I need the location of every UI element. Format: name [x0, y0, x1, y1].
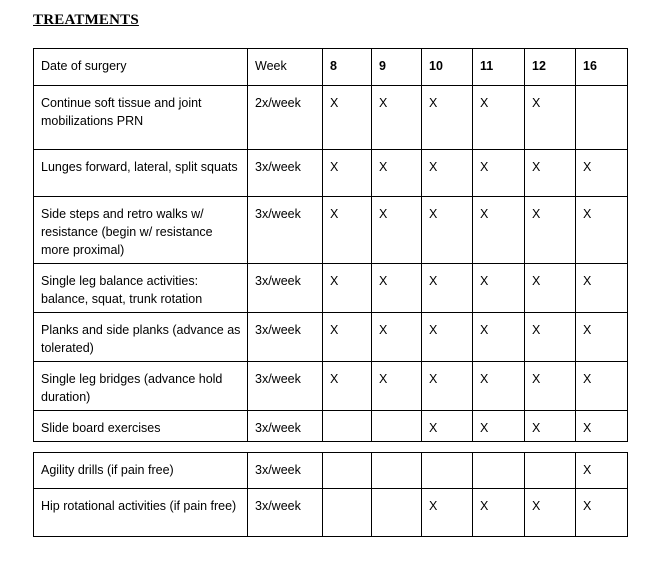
week-mark-cell: X [576, 362, 628, 411]
table-row [34, 150, 628, 197]
frequency-cell: 3x/week [248, 313, 323, 362]
week-mark-cell [473, 453, 525, 489]
week-mark-cell: X [372, 86, 422, 150]
week-mark-cell [422, 453, 473, 489]
week-mark-cell: X [525, 197, 576, 264]
week-mark-cell [576, 86, 628, 150]
activity-cell: Single leg balance activities: balance, squat, trunk rotation [34, 264, 248, 313]
header-frequency: Week [248, 49, 323, 86]
activity-cell: Agility drills (if pain free) [34, 453, 248, 489]
frequency-cell: 3x/week [248, 362, 323, 411]
week-mark-cell: X [525, 264, 576, 313]
week-header: 10 [422, 49, 473, 86]
treatments-table [33, 48, 628, 442]
activity-cell: Planks and side planks (advance as tolerated) [34, 313, 248, 362]
table-row [34, 264, 628, 313]
frequency-cell: 3x/week [248, 453, 323, 489]
table-row [34, 313, 628, 362]
week-mark-cell: X [576, 489, 628, 537]
additional-treatments-table [33, 452, 628, 537]
week-mark-cell: X [473, 197, 525, 264]
week-mark-cell: X [576, 197, 628, 264]
week-mark-cell: X [576, 453, 628, 489]
week-mark-cell: X [473, 489, 525, 537]
header-label: Date of surgery [34, 49, 248, 86]
week-mark-cell: X [422, 362, 473, 411]
week-mark-cell: X [422, 411, 473, 442]
week-mark-cell [372, 411, 422, 442]
page-title: TREATMENTS [33, 12, 139, 28]
table-row [34, 489, 628, 537]
week-mark-cell: X [372, 197, 422, 264]
week-mark-cell: X [473, 411, 525, 442]
week-header: 16 [576, 49, 628, 86]
table-row [34, 411, 628, 442]
week-mark-cell [525, 453, 576, 489]
table-header-row [34, 49, 628, 86]
activity-cell: Continue soft tissue and joint mobilizations PRN [34, 86, 248, 150]
week-mark-cell [323, 411, 372, 442]
week-mark-cell: X [525, 411, 576, 442]
activity-cell: Hip rotational activities (if pain free) [34, 489, 248, 537]
activity-cell: Single leg bridges (advance hold duration) [34, 362, 248, 411]
week-mark-cell: X [576, 313, 628, 362]
activity-cell: Slide board exercises [34, 411, 248, 442]
frequency-cell: 3x/week [248, 264, 323, 313]
week-mark-cell: X [422, 150, 473, 197]
week-mark-cell: X [372, 264, 422, 313]
week-mark-cell: X [422, 264, 473, 313]
additional-treatments-table-body [34, 453, 628, 537]
treatments-table-body [34, 49, 628, 442]
week-mark-cell: X [422, 86, 473, 150]
week-mark-cell: X [323, 264, 372, 313]
table-row [34, 453, 628, 489]
week-mark-cell: X [372, 362, 422, 411]
week-mark-cell [372, 489, 422, 537]
week-mark-cell: X [372, 150, 422, 197]
frequency-cell: 3x/week [248, 150, 323, 197]
activity-cell: Side steps and retro walks w/ resistance (begin w/ resistance more proximal) [34, 197, 248, 264]
frequency-cell: 3x/week [248, 489, 323, 537]
activity-cell: Lunges forward, lateral, split squats [34, 150, 248, 197]
week-mark-cell: X [372, 313, 422, 362]
week-mark-cell: X [473, 362, 525, 411]
week-header: 12 [525, 49, 576, 86]
week-mark-cell: X [323, 362, 372, 411]
week-mark-cell [323, 453, 372, 489]
week-mark-cell: X [525, 150, 576, 197]
week-mark-cell: X [576, 264, 628, 313]
week-mark-cell [372, 453, 422, 489]
week-mark-cell: X [576, 411, 628, 442]
week-mark-cell: X [323, 197, 372, 264]
week-mark-cell: X [525, 362, 576, 411]
week-mark-cell: X [323, 313, 372, 362]
week-mark-cell: X [422, 197, 473, 264]
table-row [34, 197, 628, 264]
week-mark-cell: X [473, 313, 525, 362]
week-mark-cell: X [525, 86, 576, 150]
week-mark-cell: X [525, 313, 576, 362]
week-mark-cell: X [525, 489, 576, 537]
week-header: 8 [323, 49, 372, 86]
week-mark-cell [323, 489, 372, 537]
table-row [34, 362, 628, 411]
frequency-cell: 3x/week [248, 197, 323, 264]
week-mark-cell: X [323, 86, 372, 150]
week-mark-cell: X [473, 86, 525, 150]
week-mark-cell: X [473, 264, 525, 313]
week-header: 9 [372, 49, 422, 86]
week-mark-cell: X [422, 489, 473, 537]
week-mark-cell: X [323, 150, 372, 197]
week-header: 11 [473, 49, 525, 86]
week-mark-cell: X [576, 150, 628, 197]
frequency-cell: 3x/week [248, 411, 323, 442]
week-mark-cell: X [422, 313, 473, 362]
frequency-cell: 2x/week [248, 86, 323, 150]
week-mark-cell: X [473, 150, 525, 197]
table-row [34, 86, 628, 150]
